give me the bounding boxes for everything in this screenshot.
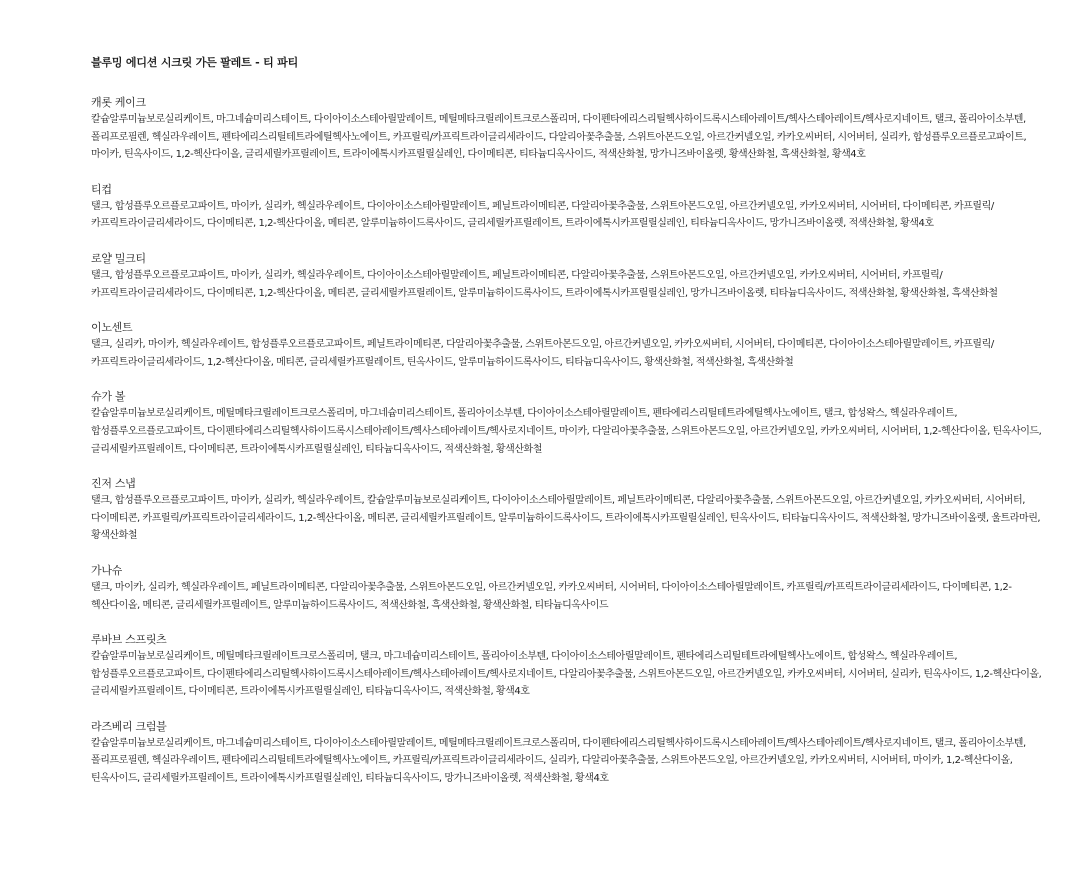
shade-section-raspberry-crumble xyxy=(91,718,1051,788)
shade-name: 이노센트 xyxy=(91,321,133,335)
shade-ingredients: 탤크, 합성플루오르플로고파이트, 마이카, 실리카, 헥실라우레이트, 다이아이소스테아릴말레이트, 페닐트라이메티콘, 다알리아꽃추출물, 스위트아몬드오일, 아르간커넬오일, 카카오씨버터, 시어버터, 카프릴릭/카프릭트라이글리세라이드, 다이메티콘, 1,2-헥산다이올, 메티콘, 글리세릴카프릴레이트, 알루미늄하이드록사이드, 트라이에톡시카프릴릴실레인, 망가니즈바이올렛, 티타늄디옥사이드, 적색산화철, 황색산화철, 흑색산화철 xyxy=(91,269,998,299)
shade-ingredients: 칼슘알루미늄보로실리케이트, 마그네슘미리스테이트, 다이아이소스테아릴말레이트, 메틸메타크릴레이트크로스폴리머, 다이펜타에리스리틸헥사하이드록시스테아레이트/헥사스테아레이트/헥사로지네이트, 탤크, 폴리아이소부텐, 폴리프로필렌, 헥실라우레이트, 펜타에리스리틸테트라에틸헥사노에이트, 카프릴릭/카프릭트라이글리세라이드, 다알리아꽃추출물, 스위트아몬드오일, 아르간커넬오일, 카카오씨버터, 시어버터, 실리카, 합성플루오르플로고파이트, 마이카, 틴옥사이드, 1,2-헥산다이올, 글리세릴카프릴레이트, 트라이에톡시카프릴릴실레인, 다이메티콘, 티타늄디옥사이드, 적색산화철, 망가니즈바이올렛, 황색산화철, 흑색산화철, 황색4호 xyxy=(91,114,1027,161)
shade-name: 가나슈 xyxy=(91,563,122,577)
shade-name: 진저 스냅 xyxy=(91,477,136,491)
shade-section-rhubarb-spritz xyxy=(91,631,1051,701)
shade-ingredients: 칼슘알루미늄보로실리케이트, 메틸메타크릴레이트크로스폴리머, 탤크, 마그네슘미리스테이트, 폴리아이소부텐, 다이아이소스테아릴말레이트, 펜타에리스리틸테트라에틸헥사노에이트, 합성왁스, 헥실라우레이트, 합성플루오르플로고파이트, 다이펜타에리스리틸헥사하이드록시스테아레이트/헥사스테아레이트/헥사로지네이트, 다알리아꽃추출물, 스위트아몬드오일, 아르간커넬오일, 카카오씨버터, 시어버터, 실리카, 틴옥사이드, 1,2-헥산다이올, 글리세릴카프릴레이트, 다이메티콘, 트라이에톡시카프릴릴실레인, 티타늄디옥사이드, 적색산화철, 황색4호 xyxy=(91,651,1042,698)
shade-ingredients: 탤크, 합성플루오르플로고파이트, 마이카, 실리카, 헥실라우레이트, 다이아이소스테아릴말레이트, 페닐트라이메티콘, 다알리아꽃추출물, 스위트아몬드오일, 아르간커넬오일, 카카오씨버터, 시어버터, 다이메티콘, 카프릴릭/카프릭트라이글리세라이드, 다이메티콘, 1,2-헥산다이올, 메티콘, 알루미늄하이드록사이드, 글리세릴카프릴레이트, 트라이에톡시카프릴릴실레인, 티타늄디옥사이드, 망가니즈바이올렛, 적색산화철, 황색4호 xyxy=(91,200,994,230)
shade-name: 캐롯 케이크 xyxy=(91,96,146,109)
shade-section-teacup xyxy=(91,181,1051,233)
shade-ingredients: 칼슘알루미늄보로실리케이트, 메틸메타크릴레이트크로스폴리머, 마그네슘미리스테이트, 폴리아이소부텐, 다이아이소스테아릴말레이트, 펜타에리스리틸테트라에틸헥사노에이트, 탤크, 합성왁스, 헥실라우레이트, 합성플루오르플로고파이트, 다이펜타에리스리틸헥사하이드록시스테아레이트/헥사스테아레이트/헥사로지네이트, 마이카, 다알리아꽃추출물, 스위트아몬드오일, 아르간커넬오일, 카카오씨버터, 시어버터, 1,2-헥산다이올, 틴옥사이드, 글리세릴카프릴레이트, 다이메티콘, 트라이에톡시카프릴릴실레인, 티타늄디옥사이드, 적색산화철, 황색산화철 xyxy=(91,408,1042,455)
shade-section-innocent xyxy=(91,319,1051,371)
shade-section-carrot-cake xyxy=(91,94,1051,164)
shade-name: 슈가 볼 xyxy=(91,390,126,404)
shade-name: 루바브 스프릿츠 xyxy=(91,633,167,647)
shade-ingredients: 탤크, 실리카, 마이카, 헥실라우레이트, 합성플루오르플로고파이트, 페닐트라이메티콘, 다알리아꽃추출물, 스위트아몬드오일, 아르간커넬오일, 카카오씨버터, 시어버터, 다이메티콘, 다이아이소스테아릴말레이트, 카프릴릭/카프릭트라이글리세라이드, 1,2-헥산다이올, 메티콘, 글리세릴카프릴레이트, 틴옥사이드, 알루미늄하이드록사이드, 티타늄디옥사이드, 황색산화철, 적색산화철, 흑색산화철 xyxy=(91,339,994,368)
page-title: 블루밍 에디션 시크릿 가든 팔레트 - 티 파티 xyxy=(91,56,299,69)
shade-name: 티컵 xyxy=(91,182,112,196)
shade-ingredients: 칼슘알루미늄보로실리케이트, 마그네슘미리스테이트, 다이아이소스테아릴말레이트, 메틸메타크릴레이트크로스폴리머, 다이펜타에리스리틸헥사하이드록시스테아레이트/헥사스테아레이트/헥사로지네이트, 탤크, 폴리아이소부텐, 폴리프로필렌, 헥실라우레이트, 펜타에리스리틸테트라에틸헥사노에이트, 카프릴릭/카프릭트라이글리세라이드, 실리카, 다알리아꽃추출물, 스위트아몬드오일, 아르간커넬오일, 카카오씨버터, 시어버터, 마이카, 1,2-헥산다이올, 틴옥사이드, 글리세릴카프릴레이트, 트라이에톡시카프릴릴실레인, 티타늄디옥사이드, 망가니즈바이올렛, 적색산화철, 황색4호 xyxy=(91,737,1026,785)
shade-name: 로얄 밀크티 xyxy=(91,251,146,265)
shade-section-royal-milk-tea xyxy=(91,250,1051,302)
shade-section-ganache xyxy=(91,562,1051,614)
shade-section-sugar-bowl xyxy=(91,388,1051,458)
shade-ingredients: 탤크, 마이카, 실리카, 헥실라우레이트, 페닐트라이메티콘, 다알리아꽃추출물, 스위트아몬드오일, 아르간커넬오일, 카카오씨버터, 시어버터, 다이아이소스테아릴말레이트, 카프릴릭/카프릭트라이글리세라이드, 다이메티콘, 1,2-헥산다이올, 메티콘, 글리세릴카프릴레이트, 알루미늄하이드록사이드, 적색산화철, 흑색산화철, 황색산화철, 티타늄디옥사이드 xyxy=(91,581,1012,611)
shade-name: 라즈베리 크럼블 xyxy=(91,719,167,733)
shade-ingredients: 탤크, 합성플루오르플로고파이트, 마이카, 실리카, 헥실라우레이트, 칼슘알루미늄보로실리케이트, 다이아이소스테아릴말레이트, 페닐트라이메티콘, 다알리아꽃추출물, 스위트아몬드오일, 아르간커넬오일, 카카오씨버터, 시어버터, 다이메티콘, 카프릴릭/카프릭트라이글리세라이드, 1,2-헥산다이올, 메티콘, 글리세릴카프릴레이트, 알루미늄하이드록사이드, 트라이에톡시카프릴릴실레인, 틴옥사이드, 티타늄디옥사이드, 적색산화철, 망가니즈바이올렛, 울트라마린, 황색산화철 xyxy=(91,495,1041,542)
shade-section-ginger-snap xyxy=(91,475,1051,545)
